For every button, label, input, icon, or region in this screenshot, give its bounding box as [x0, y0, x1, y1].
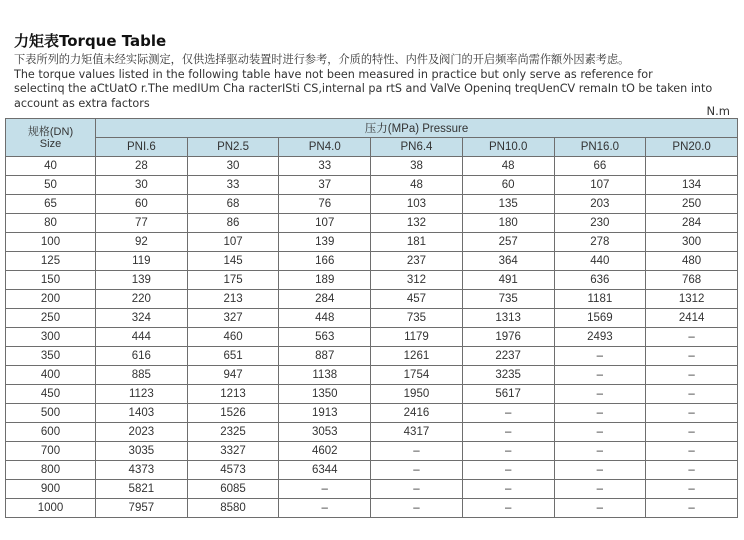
torque-cell: 107: [187, 233, 279, 252]
torque-cell: 2023: [96, 423, 188, 442]
torque-cell: 735: [462, 290, 554, 309]
size-cell: 350: [6, 347, 96, 366]
torque-cell: 312: [371, 271, 463, 290]
torque-cell: 30: [96, 176, 188, 195]
torque-cell: 4573: [187, 461, 279, 480]
torque-cell: 3327: [187, 442, 279, 461]
torque-cell: 107: [554, 176, 646, 195]
size-cell: 900: [6, 480, 96, 499]
table-row: [6, 442, 738, 461]
torque-cell: –: [554, 404, 646, 423]
torque-cell: –: [646, 423, 738, 442]
torque-cell: –: [279, 480, 371, 499]
torque-cell: 947: [187, 366, 279, 385]
torque-cell: –: [646, 385, 738, 404]
torque-cell: –: [646, 404, 738, 423]
torque-cell: –: [554, 385, 646, 404]
torque-cell: 6344: [279, 461, 371, 480]
torque-cell: 1569: [554, 309, 646, 328]
torque-cell: 480: [646, 252, 738, 271]
torque-cell: 4373: [96, 461, 188, 480]
table-body: [6, 157, 738, 518]
torque-cell: 48: [462, 157, 554, 176]
torque-cell: 563: [279, 328, 371, 347]
table-row: [6, 328, 738, 347]
torque-cell: –: [371, 442, 463, 461]
torque-cell: 189: [279, 271, 371, 290]
torque-cell: 651: [187, 347, 279, 366]
torque-cell: 134: [646, 176, 738, 195]
table-row: [6, 461, 738, 480]
torque-cell: 175: [187, 271, 279, 290]
torque-cell: 300: [646, 233, 738, 252]
size-cell: 450: [6, 385, 96, 404]
torque-cell: 107: [279, 214, 371, 233]
torque-cell: –: [279, 499, 371, 518]
torque-cell: 1123: [96, 385, 188, 404]
table-row: [6, 423, 738, 442]
torque-cell: 1950: [371, 385, 463, 404]
table-row: [6, 385, 738, 404]
table-row: [6, 157, 738, 176]
size-cell: 50: [6, 176, 96, 195]
table-row: [6, 309, 738, 328]
torque-cell: 132: [371, 214, 463, 233]
description-line-cn: 下表所列的力矩值未经实际测定，仅供选择驱动装置时进行参考，介质的特性、内件及阀门的开启频率尚需作额外因素考虑。: [14, 53, 630, 66]
torque-cell: 1913: [279, 404, 371, 423]
torque-cell: 284: [646, 214, 738, 233]
torque-cell: 636: [554, 271, 646, 290]
torque-cell: [646, 157, 738, 176]
column-header: PN4.0: [279, 138, 371, 157]
torque-cell: 33: [279, 157, 371, 176]
torque-cell: 28: [96, 157, 188, 176]
torque-cell: 145: [187, 252, 279, 271]
torque-cell: 768: [646, 271, 738, 290]
table-row: [6, 290, 738, 309]
torque-cell: 1754: [371, 366, 463, 385]
torque-cell: 8580: [187, 499, 279, 518]
table-row: [6, 480, 738, 499]
torque-cell: 1976: [462, 328, 554, 347]
torque-cell: 230: [554, 214, 646, 233]
size-cell: 700: [6, 442, 96, 461]
torque-cell: 1179: [371, 328, 463, 347]
size-cell: 65: [6, 195, 96, 214]
torque-cell: 278: [554, 233, 646, 252]
torque-cell: 1213: [187, 385, 279, 404]
torque-cell: 364: [462, 252, 554, 271]
size-cell: 125: [6, 252, 96, 271]
torque-cell: 3053: [279, 423, 371, 442]
table-row: [6, 271, 738, 290]
column-header: PN20.0: [646, 138, 738, 157]
table-row: [6, 499, 738, 518]
torque-cell: 5821: [96, 480, 188, 499]
table-row: [6, 195, 738, 214]
torque-cell: 1261: [371, 347, 463, 366]
column-header: PN2.5: [187, 138, 279, 157]
table-row: [6, 233, 738, 252]
torque-cell: 1138: [279, 366, 371, 385]
torque-cell: 66: [554, 157, 646, 176]
torque-cell: 2493: [554, 328, 646, 347]
torque-cell: –: [646, 347, 738, 366]
torque-cell: –: [554, 423, 646, 442]
torque-cell: –: [554, 480, 646, 499]
torque-cell: –: [554, 461, 646, 480]
torque-cell: 3235: [462, 366, 554, 385]
description-line-en-2: selectinq the aCtUatO r.The medIUm Cha racterISti CS,internal pa rtS and ValVe Openinq treqUenCV remaIn tO be taken into: [14, 82, 713, 95]
torque-cell: 460: [187, 328, 279, 347]
torque-cell: –: [462, 499, 554, 518]
torque-cell: 37: [279, 176, 371, 195]
torque-cell: 180: [462, 214, 554, 233]
torque-cell: 448: [279, 309, 371, 328]
torque-cell: 250: [646, 195, 738, 214]
torque-cell: –: [371, 499, 463, 518]
torque-cell: 616: [96, 347, 188, 366]
torque-cell: –: [554, 442, 646, 461]
torque-cell: 4317: [371, 423, 463, 442]
torque-cell: 203: [554, 195, 646, 214]
size-cell: 40: [6, 157, 96, 176]
unit-label: N.m: [706, 104, 730, 118]
torque-cell: –: [371, 461, 463, 480]
pressure-header: 压力(MPa) Pressure: [96, 119, 738, 138]
size-cell: 400: [6, 366, 96, 385]
torque-cell: 4602: [279, 442, 371, 461]
torque-cell: 181: [371, 233, 463, 252]
torque-cell: –: [646, 366, 738, 385]
torque-cell: 77: [96, 214, 188, 233]
torque-cell: 33: [187, 176, 279, 195]
size-cell: 500: [6, 404, 96, 423]
page-title: 力矩表Torque Table: [14, 32, 167, 50]
torque-cell: 257: [462, 233, 554, 252]
torque-cell: 220: [96, 290, 188, 309]
torque-cell: 3035: [96, 442, 188, 461]
torque-cell: 735: [371, 309, 463, 328]
table-row: [6, 366, 738, 385]
table-row: [6, 404, 738, 423]
torque-cell: 1312: [646, 290, 738, 309]
torque-cell: 444: [96, 328, 188, 347]
torque-cell: 1181: [554, 290, 646, 309]
torque-cell: 48: [371, 176, 463, 195]
torque-cell: –: [462, 480, 554, 499]
torque-cell: 139: [279, 233, 371, 252]
torque-cell: 491: [462, 271, 554, 290]
torque-cell: –: [554, 499, 646, 518]
size-header-cn: 规格(DN): [27, 125, 74, 138]
size-cell: 300: [6, 328, 96, 347]
torque-cell: 2416: [371, 404, 463, 423]
torque-cell: –: [554, 347, 646, 366]
torque-cell: 139: [96, 271, 188, 290]
size-header-en: Size: [39, 137, 62, 150]
column-header: PN10.0: [462, 138, 554, 157]
torque-cell: 38: [371, 157, 463, 176]
torque-cell: 7957: [96, 499, 188, 518]
torque-cell: 166: [279, 252, 371, 271]
column-header: PNI.6: [96, 138, 188, 157]
torque-cell: 60: [462, 176, 554, 195]
table-row: [6, 176, 738, 195]
torque-cell: 327: [187, 309, 279, 328]
torque-cell: –: [462, 404, 554, 423]
torque-cell: 237: [371, 252, 463, 271]
torque-cell: 103: [371, 195, 463, 214]
table-row: [6, 214, 738, 233]
torque-cell: 6085: [187, 480, 279, 499]
torque-cell: 1403: [96, 404, 188, 423]
torque-cell: 2325: [187, 423, 279, 442]
torque-cell: 60: [96, 195, 188, 214]
torque-cell: –: [646, 480, 738, 499]
torque-cell: 887: [279, 347, 371, 366]
torque-cell: 440: [554, 252, 646, 271]
size-cell: 1000: [6, 499, 96, 518]
column-header-row: [6, 138, 738, 157]
torque-cell: –: [462, 461, 554, 480]
size-cell: 250: [6, 309, 96, 328]
torque-cell: 2237: [462, 347, 554, 366]
table-row: [6, 347, 738, 366]
torque-cell: –: [646, 499, 738, 518]
size-cell: 600: [6, 423, 96, 442]
torque-cell: 457: [371, 290, 463, 309]
torque-cell: 92: [96, 233, 188, 252]
torque-cell: 1526: [187, 404, 279, 423]
torque-cell: 1350: [279, 385, 371, 404]
size-header: [6, 119, 96, 157]
description-line-en-3: account as extra factors: [14, 96, 150, 110]
torque-cell: –: [646, 328, 738, 347]
size-cell: 200: [6, 290, 96, 309]
size-cell: 80: [6, 214, 96, 233]
torque-cell: 86: [187, 214, 279, 233]
description: [14, 53, 736, 111]
torque-cell: –: [371, 480, 463, 499]
column-header: PN6.4: [371, 138, 463, 157]
size-cell: 100: [6, 233, 96, 252]
torque-cell: 1313: [462, 309, 554, 328]
torque-cell: 135: [462, 195, 554, 214]
torque-cell: –: [462, 423, 554, 442]
column-header: PN16.0: [554, 138, 646, 157]
torque-cell: 30: [187, 157, 279, 176]
size-cell: 150: [6, 271, 96, 290]
torque-table: [5, 118, 738, 518]
torque-cell: 324: [96, 309, 188, 328]
torque-cell: 284: [279, 290, 371, 309]
size-cell: 800: [6, 461, 96, 480]
torque-cell: 213: [187, 290, 279, 309]
torque-cell: 5617: [462, 385, 554, 404]
torque-cell: –: [554, 366, 646, 385]
torque-cell: –: [646, 461, 738, 480]
torque-cell: 68: [187, 195, 279, 214]
description-line-en-1: The torque values listed in the following table have not been measured in practice but only serve as reference for: [14, 67, 653, 81]
torque-cell: 2414: [646, 309, 738, 328]
torque-cell: –: [646, 442, 738, 461]
torque-cell: –: [462, 442, 554, 461]
torque-cell: 885: [96, 366, 188, 385]
torque-cell: 76: [279, 195, 371, 214]
table-row: [6, 252, 738, 271]
torque-cell: 119: [96, 252, 188, 271]
